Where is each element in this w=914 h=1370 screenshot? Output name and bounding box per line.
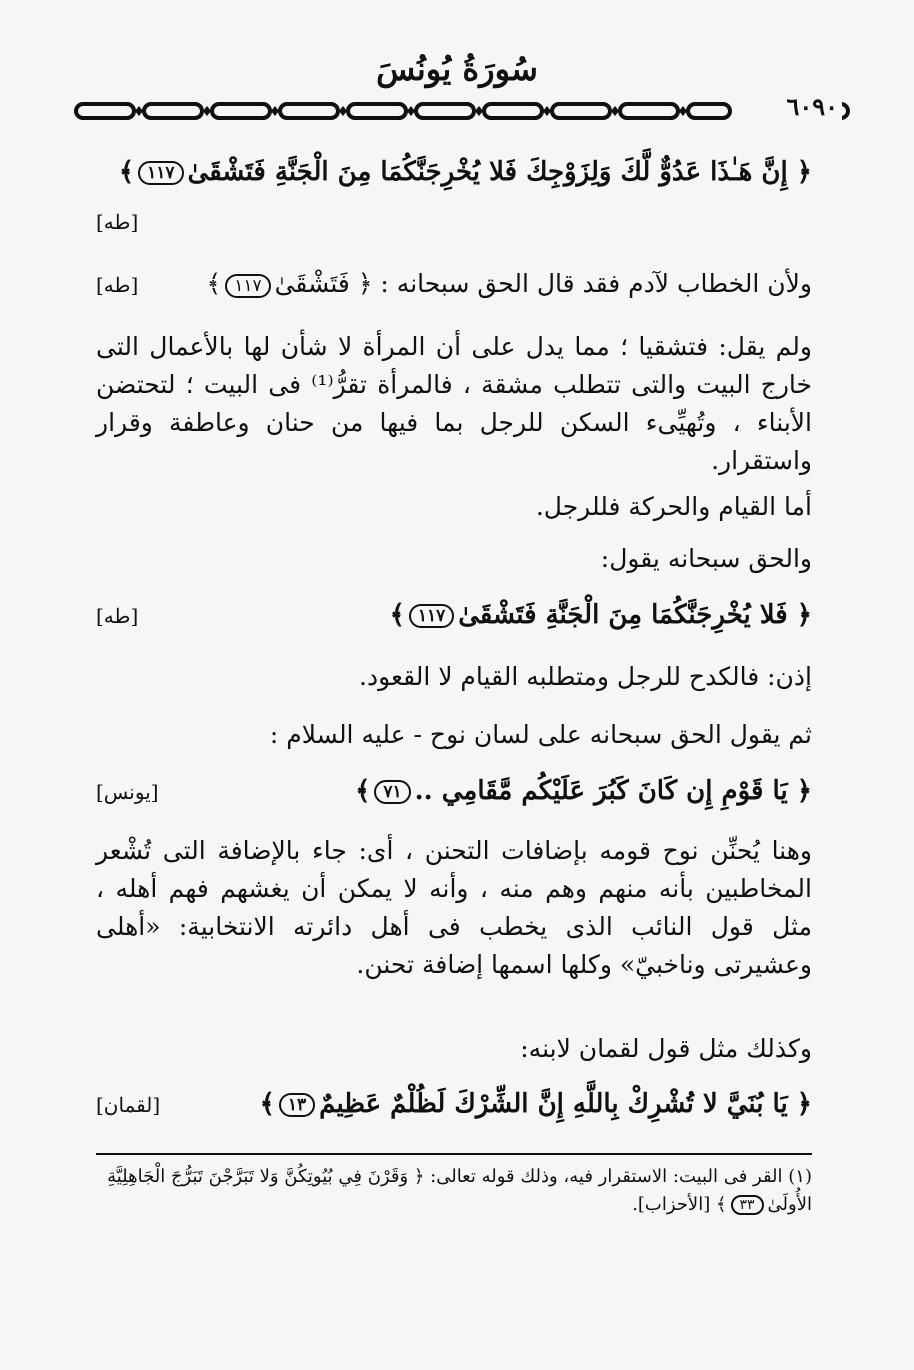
text-line-with-verse xyxy=(96,265,812,303)
verse-number: ٧١ xyxy=(374,780,410,804)
verse-text: ﴿ يَا قَوْمِ إِن كَانَ كَبُرَ عَلَيْكُم مَّقَامِي .. xyxy=(414,776,812,806)
verse-text: ﴿ يَا بُنَيَّ لا تُشْرِكْ بِاللَّهِ إِنَّ الشِّرْكَ لَظُلْمٌ عَظِيمٌ xyxy=(319,1089,812,1119)
verse-number: ٣٣ xyxy=(731,1195,764,1215)
paragraph-text: وكذلك مثل قول لقمان لابنه: xyxy=(520,1034,812,1063)
footnote-divider xyxy=(96,1153,812,1155)
verse-number: ١١٧ xyxy=(138,161,183,185)
surah-title-calligraphy: سُورَةُ يُونُسَ xyxy=(376,50,538,88)
verse-close-bracket: ﴾ xyxy=(118,157,135,187)
paragraph-text: ولم يقل: فتشقيا ؛ مما يدل على أن المرأة لا شأن لها بالأعمال التى خارج البيت والتى تتطلب مشقة ، فالمرأة تقرُّ⁽¹⁾ فى البيت ؛ لتحتضن الأبناء ، وتُهيِّىء السكن للرجل بما فيها من حنان وعاطفة وقرار واستقرار. xyxy=(96,332,812,475)
verse-close-bracket: ﴾ xyxy=(389,600,405,630)
paragraph xyxy=(96,716,812,754)
surah-reference: [طه] xyxy=(96,273,139,297)
page-number: ٦٠٩٠ xyxy=(782,92,842,121)
paragraph-text: ولأن الخطاب لآدم فقد قال الحق سبحانه : ﴿ فَتَشْقَىٰ xyxy=(274,269,812,298)
footnote-end: ﴾ [الأحزاب]. xyxy=(632,1194,727,1215)
verse-number: ١٣ xyxy=(279,1093,315,1117)
verse-text: ﴿ فَلا يُخْرِجَنَّكُمَا مِنَ الْجَنَّةِ فَتَشْقَىٰ xyxy=(458,600,812,630)
paragraph-text: أما القيام والحركة فللرجل. xyxy=(535,492,812,521)
surah-reference: [لقمان] xyxy=(96,1093,161,1117)
verse-text: ﴿ إِنَّ هَـٰذَا عَدُوٌّ لَّكَ وَلِزَوْجِكَ فَلا يُخْرِجَنَّكُمَا مِنَ الْجَنَّةِ فَتَشْقَىٰ xyxy=(187,157,812,187)
ornamental-divider xyxy=(72,96,852,126)
paragraph xyxy=(96,328,812,480)
verse-line xyxy=(96,1085,812,1123)
paragraph-text: ثم يقول الحق سبحانه على لسان نوح - عليه السلام : xyxy=(269,720,812,749)
surah-reference: [طه] xyxy=(96,210,139,234)
verse-line xyxy=(96,772,812,810)
verse-line xyxy=(96,596,812,634)
paragraph xyxy=(96,658,812,696)
paragraph xyxy=(96,832,812,984)
paragraph-text: والحق سبحانه يقول: xyxy=(600,544,812,573)
paragraph xyxy=(96,1030,812,1068)
paragraph-text: وهنا يُحنِّن نوح قومه بإضافات التحنن ، أى: جاء بالإضافة التى تُشْعر المخاطبين بأنه منهم وهم منه ، وأنه لا يمكن أن يغشهم فهم أهله ، مثل قول النائب الذى يخطب فى أهل دائرته الانتخابية: «أهلى وعشيرتى وناخبيّ» وكلها اسمها إضافة تحنن. xyxy=(96,836,812,979)
paragraph-text: إذن: فالكدح للرجل ومتطلبه القيام لا القعود. xyxy=(359,662,812,691)
verse-number: ١١٧ xyxy=(409,604,454,628)
paragraph xyxy=(96,488,812,526)
verse-close-bracket: ﴾ xyxy=(206,269,222,298)
surah-reference: [طه] xyxy=(96,604,139,628)
verse-number: ١١٧ xyxy=(225,274,270,298)
surah-reference: [يونس] xyxy=(96,780,159,804)
verse-close-bracket: ﴾ xyxy=(355,776,371,806)
verse-line xyxy=(96,153,812,191)
footnote xyxy=(96,1163,812,1219)
verse-close-bracket: ﴾ xyxy=(259,1089,275,1119)
footnote-text: (١) القر فى البيت: الاستقرار فيه، وذلك قوله تعالى: ﴿ وَقَرْنَ فِي بُيُوتِكُنَّ وَلا تَبَرَّجْنَ تَبَرُّجَ الْجَاهِلِيَّةِ الأُولَىٰ xyxy=(107,1166,812,1215)
paragraph xyxy=(96,540,812,578)
